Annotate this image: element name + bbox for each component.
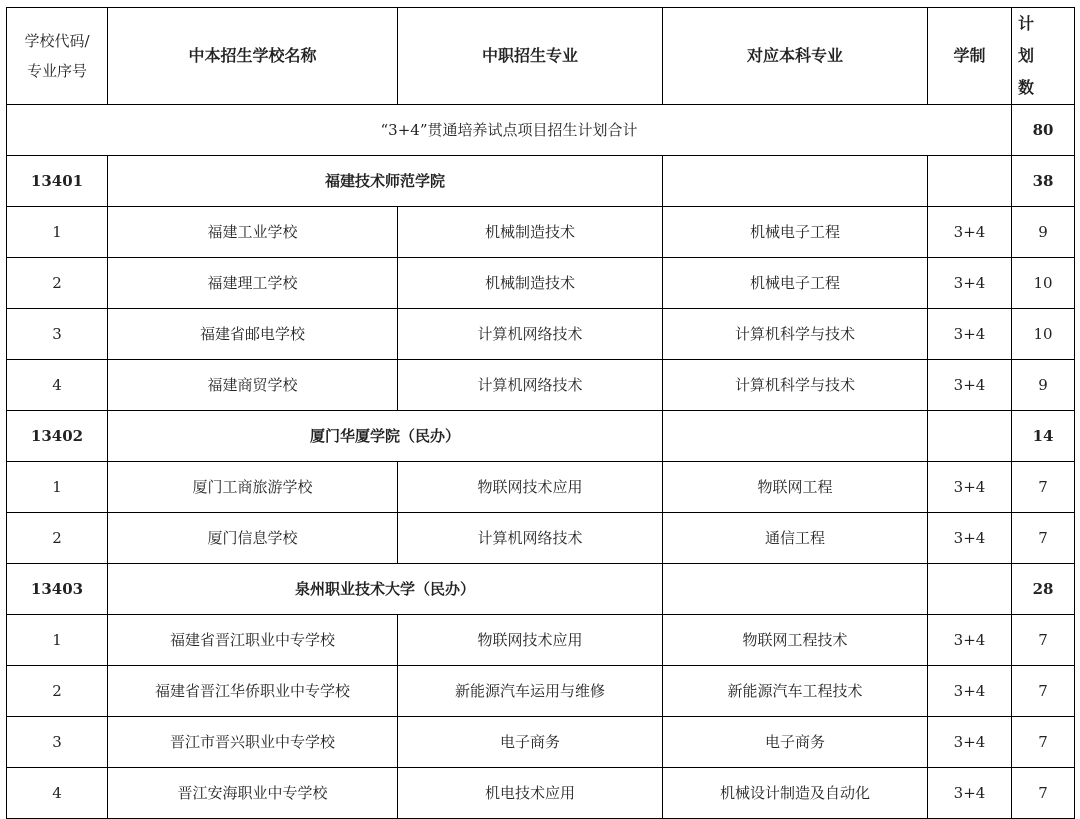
row-major: 物联网技术应用 (398, 615, 663, 666)
group-empty-cell (663, 411, 928, 462)
row-major: 机械制造技术 (398, 258, 663, 309)
row-school: 福建省晋江华侨职业中专学校 (108, 666, 398, 717)
row-school: 福建工业学校 (108, 207, 398, 258)
table-row (7, 309, 1075, 360)
row-school: 福建省邮电学校 (108, 309, 398, 360)
row-system: 3+4 (928, 360, 1012, 411)
row-school: 厦门信息学校 (108, 513, 398, 564)
row-seq: 2 (7, 666, 108, 717)
group-name: 泉州职业技术大学（民办） (108, 564, 663, 615)
row-count: 7 (1012, 462, 1075, 513)
row-major: 机械制造技术 (398, 207, 663, 258)
table-row (7, 513, 1075, 564)
group-code: 13401 (7, 156, 108, 207)
enrollment-plan-table (6, 7, 1075, 819)
row-count: 10 (1012, 309, 1075, 360)
group-count: 14 (1012, 411, 1075, 462)
row-school: 福建理工学校 (108, 258, 398, 309)
group-code: 13402 (7, 411, 108, 462)
row-seq: 1 (7, 462, 108, 513)
header-school: 中本招生学校名称 (108, 8, 398, 105)
row-school: 福建省晋江职业中专学校 (108, 615, 398, 666)
table-row (7, 360, 1075, 411)
group-row (7, 411, 1075, 462)
total-count: 80 (1012, 105, 1075, 156)
group-name: 福建技术师范学院 (108, 156, 663, 207)
row-bachelor: 计算机科学与技术 (663, 309, 928, 360)
header-count-line1: 计 划 (1018, 14, 1053, 65)
header-code-line1: 学校代码/ (24, 32, 90, 50)
row-school: 晋江安海职业中专学校 (108, 768, 398, 819)
header-count-line2: 数 (1018, 78, 1035, 97)
header-bachelor: 对应本科专业 (663, 8, 928, 105)
table-row (7, 258, 1075, 309)
row-major: 电子商务 (398, 717, 663, 768)
row-bachelor: 通信工程 (663, 513, 928, 564)
header-code (7, 8, 108, 105)
row-bachelor: 物联网工程技术 (663, 615, 928, 666)
row-seq: 2 (7, 513, 108, 564)
row-count: 9 (1012, 360, 1075, 411)
row-system: 3+4 (928, 462, 1012, 513)
group-empty-cell (928, 411, 1012, 462)
row-system: 3+4 (928, 207, 1012, 258)
header-major: 中职招生专业 (398, 8, 663, 105)
row-system: 3+4 (928, 717, 1012, 768)
row-major: 计算机网络技术 (398, 513, 663, 564)
row-school: 厦门工商旅游学校 (108, 462, 398, 513)
header-code-line2: 专业序号 (26, 62, 87, 80)
group-empty-cell (928, 564, 1012, 615)
row-seq: 4 (7, 360, 108, 411)
row-seq: 3 (7, 309, 108, 360)
row-bachelor: 电子商务 (663, 717, 928, 768)
table-row (7, 615, 1075, 666)
header-row (7, 8, 1075, 105)
row-seq: 4 (7, 768, 108, 819)
row-system: 3+4 (928, 666, 1012, 717)
row-bachelor: 计算机科学与技术 (663, 360, 928, 411)
table-row (7, 666, 1075, 717)
row-bachelor: 机械电子工程 (663, 258, 928, 309)
group-code: 13403 (7, 564, 108, 615)
total-row (7, 105, 1075, 156)
row-system: 3+4 (928, 309, 1012, 360)
group-empty-cell (663, 564, 928, 615)
row-major: 物联网技术应用 (398, 462, 663, 513)
table-row (7, 768, 1075, 819)
row-major: 机电技术应用 (398, 768, 663, 819)
row-count: 10 (1012, 258, 1075, 309)
group-count: 38 (1012, 156, 1075, 207)
group-empty-cell (928, 156, 1012, 207)
row-bachelor: 新能源汽车工程技术 (663, 666, 928, 717)
row-count: 7 (1012, 666, 1075, 717)
table-row (7, 717, 1075, 768)
row-system: 3+4 (928, 768, 1012, 819)
row-count: 9 (1012, 207, 1075, 258)
row-seq: 2 (7, 258, 108, 309)
header-count (1012, 8, 1075, 105)
row-system: 3+4 (928, 513, 1012, 564)
row-major: 新能源汽车运用与维修 (398, 666, 663, 717)
row-bachelor: 机械设计制造及自动化 (663, 768, 928, 819)
row-bachelor: 物联网工程 (663, 462, 928, 513)
row-count: 7 (1012, 717, 1075, 768)
group-row (7, 564, 1075, 615)
row-seq: 1 (7, 615, 108, 666)
row-school: 福建商贸学校 (108, 360, 398, 411)
row-seq: 1 (7, 207, 108, 258)
row-school: 晋江市晋兴职业中专学校 (108, 717, 398, 768)
row-count: 7 (1012, 768, 1075, 819)
row-major: 计算机网络技术 (398, 360, 663, 411)
group-name: 厦门华厦学院（民办） (108, 411, 663, 462)
table-row (7, 462, 1075, 513)
row-system: 3+4 (928, 258, 1012, 309)
row-system: 3+4 (928, 615, 1012, 666)
group-row (7, 156, 1075, 207)
table-row (7, 207, 1075, 258)
group-count: 28 (1012, 564, 1075, 615)
row-count: 7 (1012, 513, 1075, 564)
row-major: 计算机网络技术 (398, 309, 663, 360)
row-bachelor: 机械电子工程 (663, 207, 928, 258)
row-seq: 3 (7, 717, 108, 768)
group-empty-cell (663, 156, 928, 207)
header-system: 学制 (928, 8, 1012, 105)
row-count: 7 (1012, 615, 1075, 666)
table-body (7, 105, 1075, 819)
total-label: “3+4”贯通培养试点项目招生计划合计 (7, 105, 1012, 156)
